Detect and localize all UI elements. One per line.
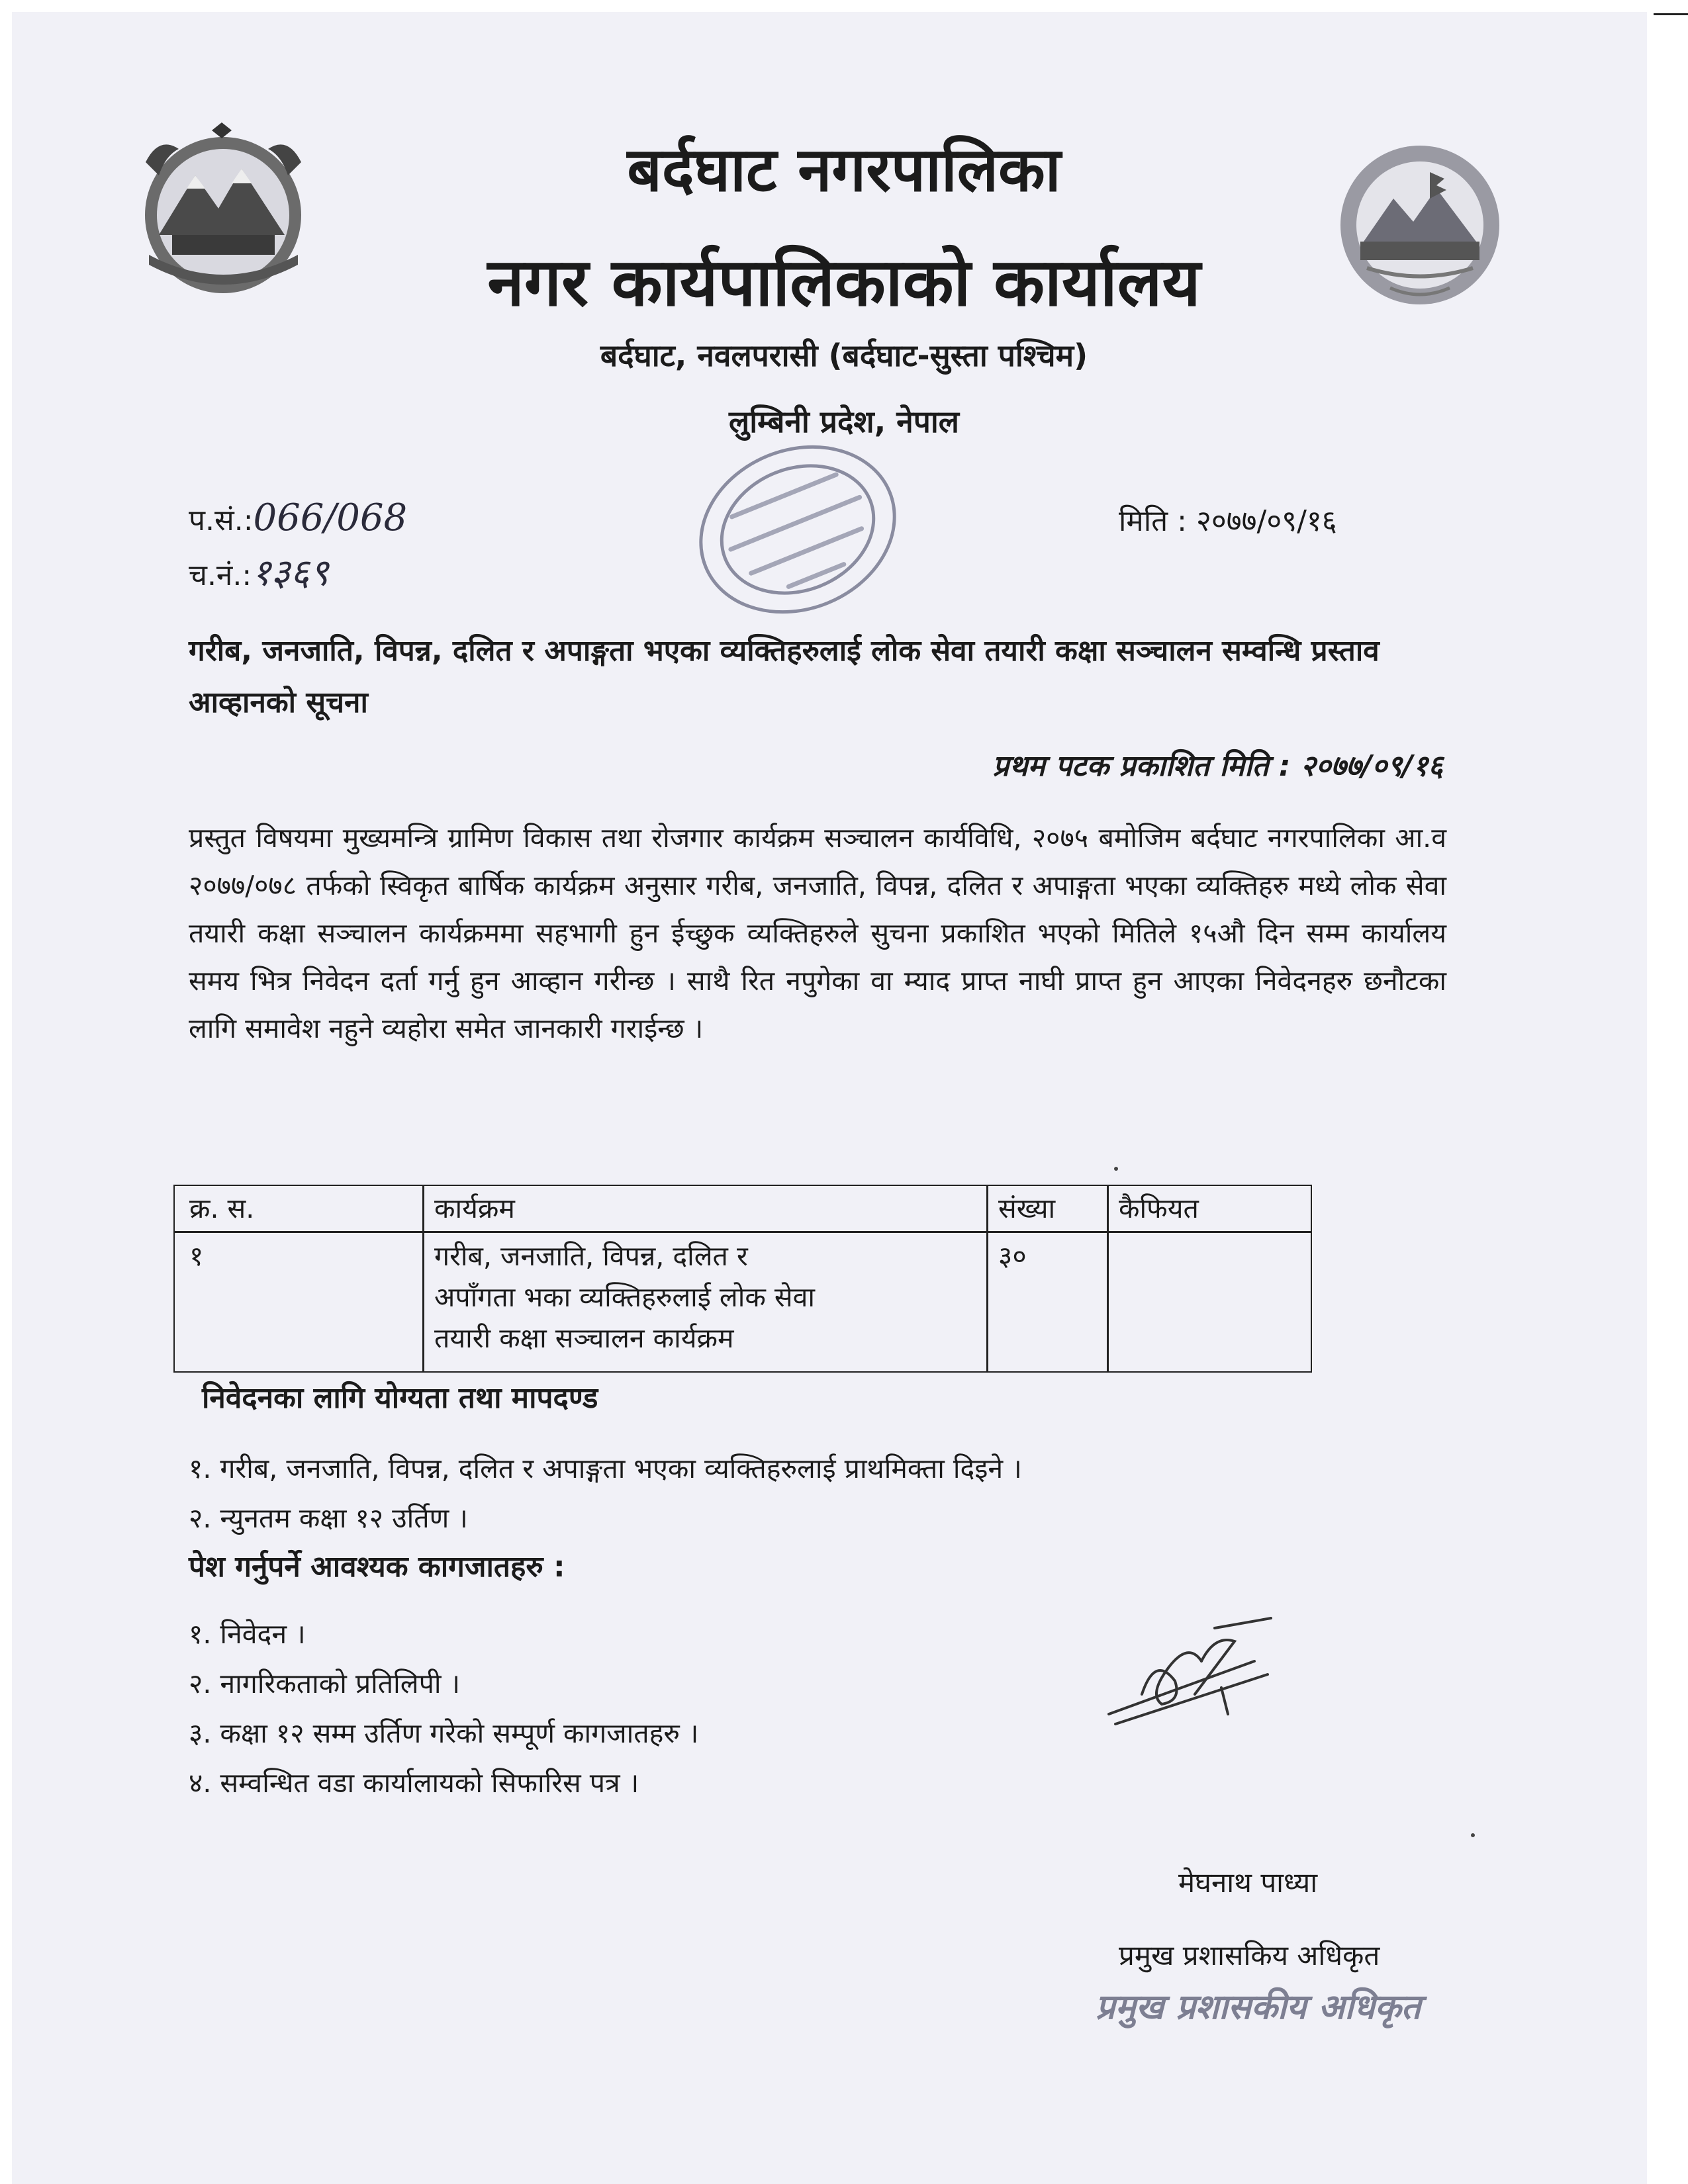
table-cell-sn: १ [189,1240,204,1272]
documents-item: १. निवेदन । [189,1618,306,1650]
office-province: लुम्बिनी प्रदेश, नेपाल [729,404,959,439]
notice-subject: गरीब, जनजाति, विपन्न, दलित र अपाङ्गता भएका व्यक्तिहरुलाई लोक सेवा तयारी कक्षा सञ्चालन सम्वन्धि प्रस्ताव आव्हानको सूचना [189,634,1380,719]
ref-ps-line [189,496,407,539]
table-header-divider [175,1231,1311,1233]
table-cell-program-line: अपाँगता भका व्यक्तिहरुलाई लोक सेवा [434,1281,816,1313]
signature-mark [1102,1615,1274,1741]
program-table [173,1185,1312,1373]
municipality-title: बर्दघाट नगरपालिका [627,134,1061,205]
published-date: प्रथम पटक प्रकाशित मिति : २०७७/०९/१६ [992,749,1443,783]
table-header-remarks: कैफियत [1119,1193,1199,1224]
eligibility-item: २. न्युनतम कक्षा १२ उर्तिण । [189,1502,468,1534]
documents-item: ३. कक्षा १२ सम्म उर्तिण गरेको सम्पूर्ण कागजातहरु । [189,1717,699,1749]
ref-cn-label: च.नं.: [189,559,252,592]
table-cell-program-line: तयारी कक्षा सञ्चालन कार्यक्रम [434,1322,734,1354]
table-divider [1107,1186,1109,1371]
letter-date: मिति : २०७७/०९/१६ [1119,504,1337,538]
table-divider [986,1186,988,1371]
signatory-name: मेघनाथ पाध्या [1178,1866,1318,1899]
scan-speck [1114,1167,1118,1171]
office-address: बर्दघाट, नवलपरासी (बर्दघाट-सुस्ता पश्चिम) [600,338,1088,373]
documents-item: ४. सम्वन्धित वडा कार्यालायको सिफारिस पत्र । [189,1767,639,1799]
table-header-program: कार्यक्रम [434,1193,515,1224]
scan-edge-mark [1654,13,1688,15]
eligibility-item: १. गरीब, जनजाति, विपन्न, दलित र अपाङ्गता भएका व्यक्तिहरुलाई प्राथमिक्ता दिइने । [189,1453,1022,1484]
ref-ps-value: 066/068 [253,496,408,539]
eligibility-heading: निवेदनका लागि योग्यता तथा मापदण्ड [202,1381,598,1415]
ref-cn-line [189,546,329,596]
scan-speck [1471,1833,1475,1837]
office-title: नगर कार्यपालिकाको कार्यालय [487,244,1201,321]
notice-body: प्रस्तुत विषयमा मुख्यमन्त्रि ग्रामिण विकास तथा रोजगार कार्यक्रम सञ्चालन कार्यविधि, २०७५ बमोजिम बर्दघाट नगरपालिका आ.व २०७७/०७८ तर्फको स्विकृत बार्षिक कार्यक्रम अनुसार गरीब, जनजाति, विपन्न, दलित र अपाङ्गता भएका व्यक्तिहरु मध्ये लोक सेवा तयारी कक्षा सञ्चालन कार्यक्रममा सहभागी हुन ईच्छुक व्यक्तिहरुले सुचना प्रकाशित भएको मितिले १५औ दिन सम्म कार्यालय समय भित्र निवेदन दर्ता गर्नु हुन आव्हान गरीन्छ । साथै रित नपुगेका वा म्याद प्राप्त नाघी प्राप्त हुन आएका निवेदनहरु छनौटका लागि समावेश नहुने व्यहोरा समेत जानकारी गराईन्छ । [189,822,1446,1044]
signatory-stamp: प्रमुख प्रशासकीय अधिकृत [1096,1987,1421,2027]
ref-ps-label: प.सं.: [189,504,254,537]
documents-heading: पेश गर्नुपर्ने आवश्यक कागजातहरु : [189,1550,565,1584]
table-header-sn: क्र. स. [189,1193,255,1224]
signatory-title: प्रमुख प्रशासकिय अधिकृत [1119,1939,1380,1972]
documents-item: २. नागरिकताको प्रतिलिपी । [189,1668,461,1700]
table-divider [422,1186,424,1371]
office-stamp-icon [688,430,907,629]
table-cell-program-line: गरीब, जनजाति, विपन्न, दलित र [434,1240,748,1272]
ref-cn-value: १३६९ [252,551,329,594]
table-cell-count: ३० [998,1240,1027,1272]
table-header-count: संख्या [998,1193,1056,1224]
